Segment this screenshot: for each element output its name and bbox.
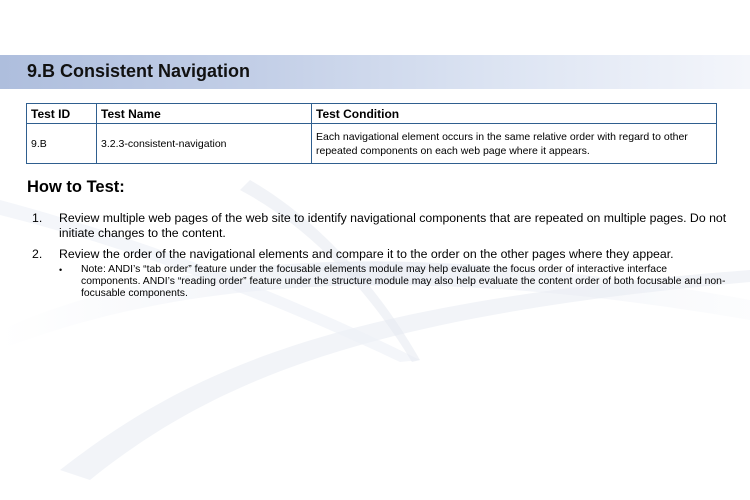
cell-test-id: 9.B	[27, 124, 97, 164]
step-notes	[59, 264, 727, 300]
table-header-row	[27, 104, 717, 124]
note-text: Note: ANDI’s “tab order” feature under the focusable elements module may help evaluate the focus order of interactive interface components. ANDI’s “reading order” feature under the structure module may also help evaluate the content order of both focusable and non-focusable components.	[81, 263, 726, 299]
step-text: Review multiple web pages of the web site to identify navigational components that are repeated on multiple pages. Do not initiate changes to the content.	[59, 211, 727, 240]
header-test-name: Test Name	[97, 104, 312, 124]
list-item	[27, 247, 727, 300]
step-number: 2.	[32, 247, 43, 261]
cell-test-condition: Each navigational element occurs in the same relative order with regard to other repeated components on each web page where it appears.	[312, 124, 717, 164]
note-item	[59, 264, 727, 300]
header-test-id: Test ID	[27, 104, 97, 124]
cell-test-name: 3.2.3-consistent-navigation	[97, 124, 312, 164]
step-text: Review the order of the navigational elements and compare it to the order on the other pages where they appear.	[59, 247, 674, 261]
list-item	[27, 211, 727, 240]
bullet-icon: •	[59, 264, 63, 275]
steps-list	[27, 211, 727, 307]
header-test-condition: Test Condition	[312, 104, 717, 124]
slide-title: 9.B Consistent Navigation	[27, 61, 251, 81]
how-to-test-heading: How to Test:	[27, 178, 125, 196]
test-table	[26, 103, 717, 164]
step-number: 1.	[32, 211, 43, 225]
table-row	[27, 124, 717, 164]
